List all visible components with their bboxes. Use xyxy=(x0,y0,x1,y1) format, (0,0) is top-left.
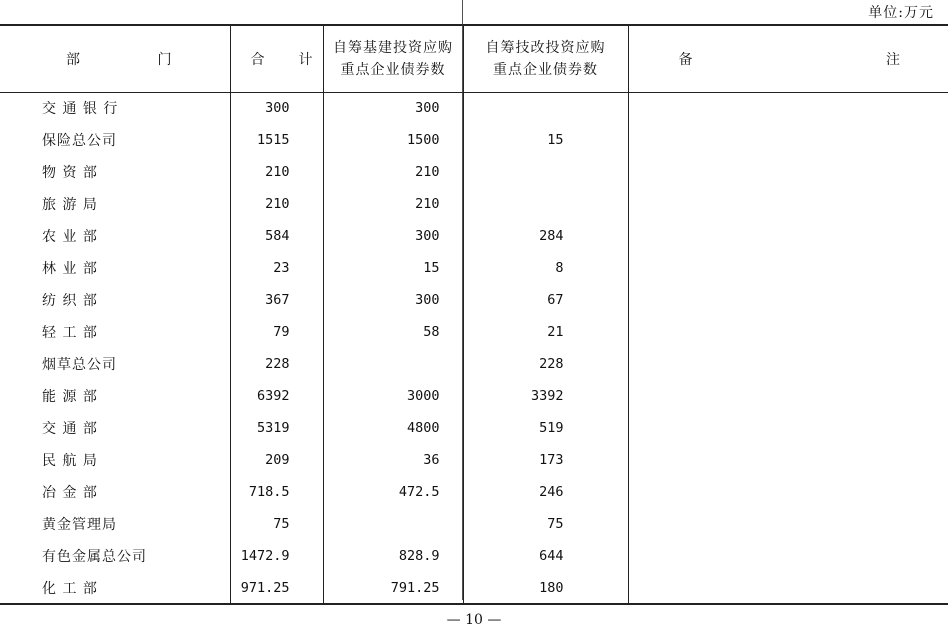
cell-total: 1472.9 xyxy=(230,540,323,572)
cell-department: 冶 金 部 xyxy=(42,485,98,501)
cell-capital-construction: 36 xyxy=(323,444,463,476)
cell-capital-construction: 210 xyxy=(323,188,463,220)
cell-technical-renovation: 15 xyxy=(463,124,628,156)
table-row xyxy=(0,284,948,316)
bond-allocation-table-container xyxy=(0,24,948,605)
cell-technical-renovation: 75 xyxy=(463,508,628,540)
cell-remarks xyxy=(628,316,948,348)
cell-technical-renovation: 3392 xyxy=(463,380,628,412)
cell-capital-construction: 472.5 xyxy=(323,476,463,508)
header-department-char-1: 部 xyxy=(66,51,80,68)
table-row xyxy=(0,380,948,412)
cell-capital-construction: 300 xyxy=(323,92,463,124)
cell-capital-construction: 300 xyxy=(323,284,463,316)
cell-remarks xyxy=(628,572,948,604)
cell-department: 化 工 部 xyxy=(0,572,230,604)
cell-total: 79 xyxy=(230,316,323,348)
cell-total: 300 xyxy=(230,92,323,124)
cell-department: 农 业 部 xyxy=(42,229,98,245)
table-row xyxy=(0,572,948,604)
cell-remarks xyxy=(628,540,948,572)
bond-allocation-table xyxy=(0,24,948,605)
table-row xyxy=(0,348,948,380)
cell-remarks xyxy=(628,156,948,188)
cell-technical-renovation: 8 xyxy=(463,252,628,284)
header-total-char-1: 合 xyxy=(250,51,265,68)
cell-total: 718.5 xyxy=(230,476,323,508)
table-row xyxy=(0,124,948,156)
cell-department: 民 航 局 xyxy=(42,453,98,469)
cell-remarks xyxy=(628,252,948,284)
page-number: — 10 — xyxy=(446,612,502,628)
cell-remarks xyxy=(628,348,948,380)
table-row xyxy=(0,156,948,188)
cell-technical-renovation: 644 xyxy=(463,540,628,572)
cell-capital-construction: 3000 xyxy=(323,380,463,412)
cell-department: 黄金管理局 xyxy=(42,517,117,533)
page-fold-line xyxy=(462,0,463,600)
cell-technical-renovation: 67 xyxy=(463,284,628,316)
cell-department: 交 通 部 xyxy=(42,421,98,437)
cell-remarks xyxy=(628,412,948,444)
cell-capital-construction: 58 xyxy=(323,316,463,348)
table-row xyxy=(0,252,948,284)
unit-label: 单位:万元 xyxy=(868,5,934,21)
header-capital-construction-bonds xyxy=(323,25,463,92)
cell-remarks xyxy=(628,124,948,156)
table-row xyxy=(0,476,948,508)
cell-capital-construction: 791.25 xyxy=(323,572,463,604)
cell-total: 5319 xyxy=(230,412,323,444)
table-row xyxy=(0,316,948,348)
cell-capital-construction: 4800 xyxy=(323,412,463,444)
cell-technical-renovation xyxy=(463,188,628,220)
cell-department: 烟草总公司 xyxy=(42,357,117,373)
header-remarks xyxy=(628,25,948,92)
cell-technical-renovation: 180 xyxy=(463,572,628,604)
cell-technical-renovation: 21 xyxy=(463,316,628,348)
cell-technical-renovation: 284 xyxy=(463,220,628,252)
cell-technical-renovation xyxy=(463,92,628,124)
cell-remarks xyxy=(628,380,948,412)
cell-remarks xyxy=(628,284,948,316)
cell-department: 林 业 部 xyxy=(42,261,98,277)
cell-remarks xyxy=(628,508,948,540)
cell-total: 367 xyxy=(230,284,323,316)
cell-total: 584 xyxy=(230,220,323,252)
header-department xyxy=(0,25,230,92)
table-row xyxy=(0,220,948,252)
cell-department: 能 源 部 xyxy=(42,389,98,405)
cell-total: 6392 xyxy=(230,380,323,412)
cell-total: 210 xyxy=(230,188,323,220)
header-total xyxy=(230,25,323,92)
header-col-a-line-2: 重点企业债券数 xyxy=(340,61,446,78)
cell-capital-construction: 15 xyxy=(323,252,463,284)
header-col-a-line-1: 自筹基建投资应购 xyxy=(333,39,453,56)
cell-remarks xyxy=(628,476,948,508)
cell-department: 有色金属总公司 xyxy=(42,549,147,565)
cell-capital-construction: 1500 xyxy=(323,124,463,156)
cell-capital-construction: 300 xyxy=(323,220,463,252)
cell-department: 物 资 部 xyxy=(42,165,98,181)
header-total-char-2: 计 xyxy=(298,51,313,68)
cell-remarks xyxy=(628,92,948,124)
header-department-char-2: 门 xyxy=(157,51,172,68)
table-row xyxy=(0,412,948,444)
cell-technical-renovation: 228 xyxy=(463,348,628,380)
header-remarks-char-2: 注 xyxy=(886,51,900,68)
cell-technical-renovation xyxy=(463,156,628,188)
table-row xyxy=(0,540,948,572)
cell-technical-renovation: 246 xyxy=(463,476,628,508)
cell-total: 210 xyxy=(230,156,323,188)
table-row xyxy=(0,92,948,124)
cell-total: 75 xyxy=(230,508,323,540)
cell-capital-construction xyxy=(323,348,463,380)
cell-remarks xyxy=(628,444,948,476)
cell-total: 971.25 xyxy=(230,572,323,604)
table-row xyxy=(0,444,948,476)
cell-department: 纺 织 部 xyxy=(42,293,98,309)
cell-department: 轻 工 部 xyxy=(42,325,98,341)
cell-total: 1515 xyxy=(230,124,323,156)
cell-capital-construction: 210 xyxy=(323,156,463,188)
table-row xyxy=(0,508,948,540)
cell-department: 交 通 银 行 xyxy=(42,101,119,118)
cell-capital-construction xyxy=(323,508,463,540)
table-header-row xyxy=(0,25,948,92)
header-col-b-line-1: 自筹技改投资应购 xyxy=(485,39,606,56)
header-col-b-line-2: 重点企业债券数 xyxy=(493,61,598,78)
table-row xyxy=(0,188,948,220)
cell-department: 保险总公司 xyxy=(42,133,117,149)
cell-total: 209 xyxy=(230,444,323,476)
cell-remarks xyxy=(628,220,948,252)
header-technical-renovation-bonds xyxy=(463,25,628,92)
cell-total: 228 xyxy=(230,348,323,380)
cell-remarks xyxy=(628,188,948,220)
cell-technical-renovation: 519 xyxy=(463,412,628,444)
cell-total: 23 xyxy=(230,252,323,284)
cell-technical-renovation: 173 xyxy=(463,444,628,476)
cell-capital-construction: 828.9 xyxy=(323,540,463,572)
header-remarks-char-1: 备 xyxy=(678,51,693,68)
cell-department: 旅 游 局 xyxy=(42,197,98,213)
